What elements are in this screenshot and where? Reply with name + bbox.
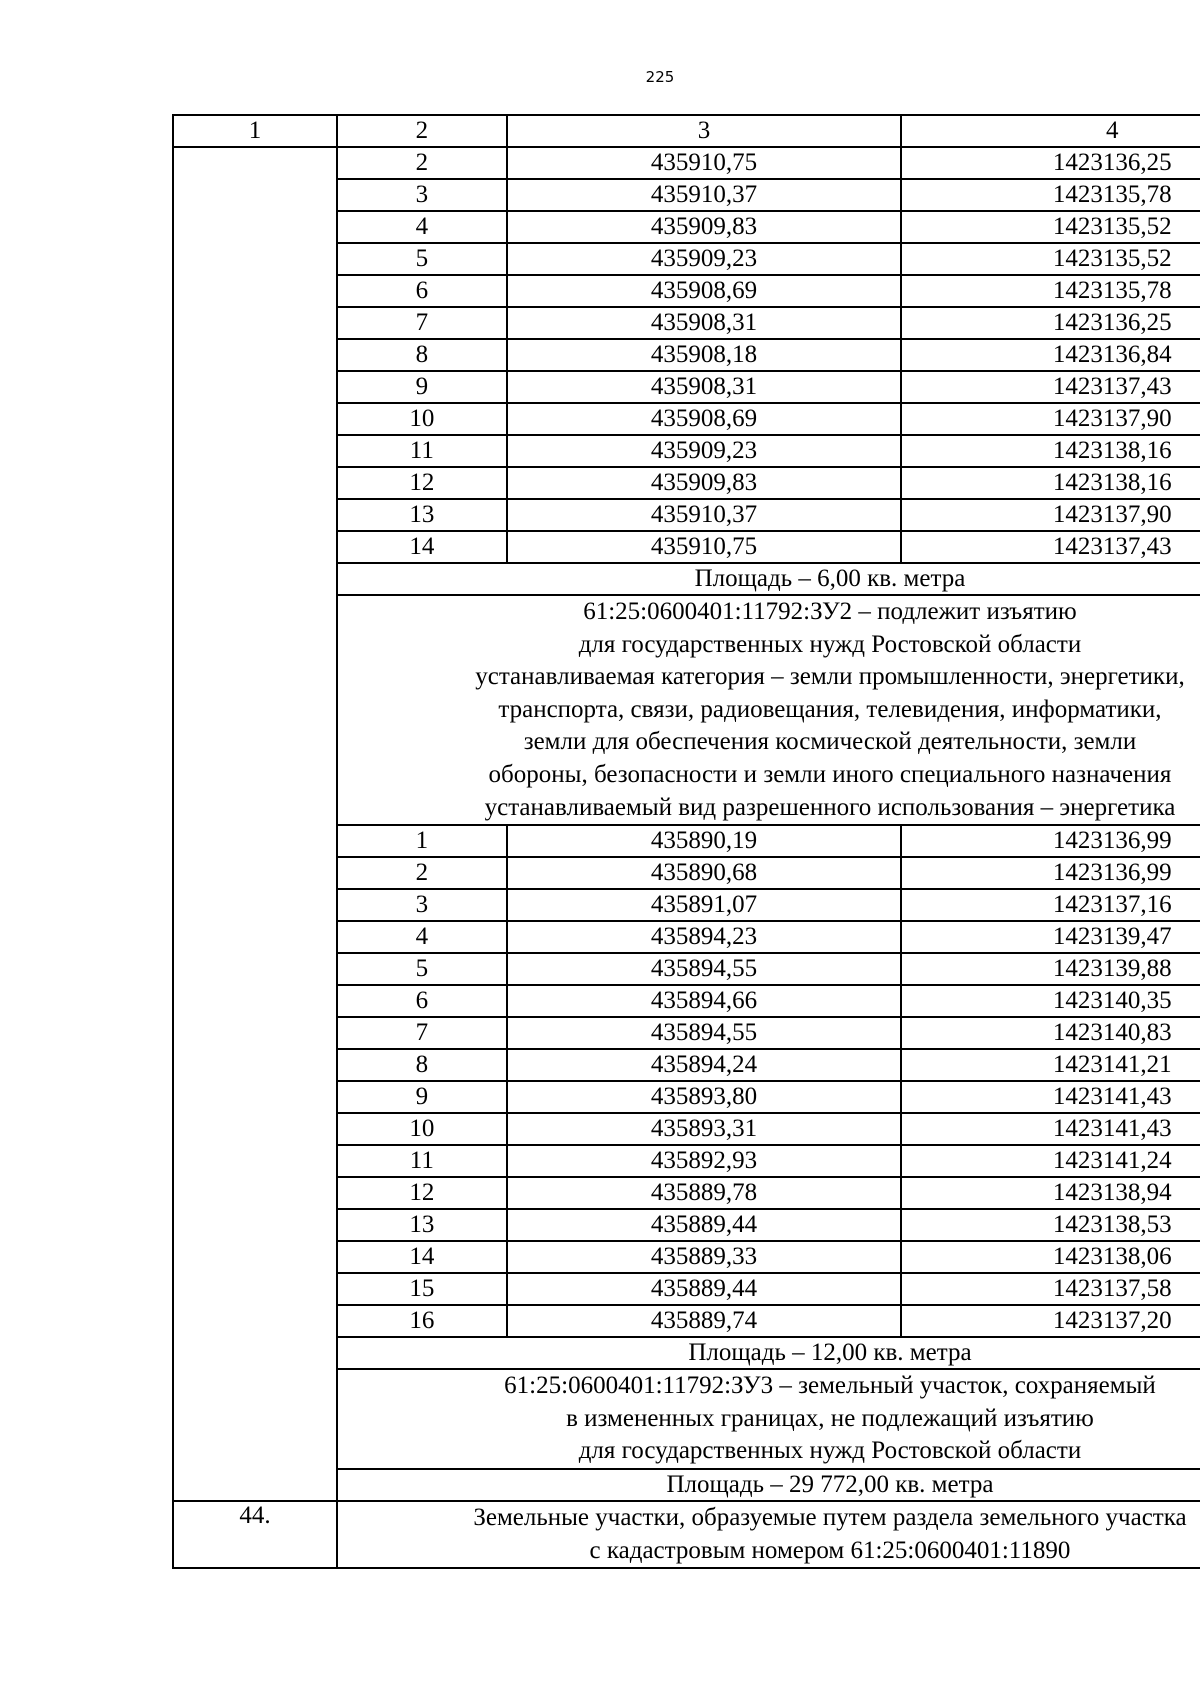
point-number: 1 bbox=[337, 825, 507, 857]
point-number: 6 bbox=[337, 985, 507, 1017]
x-coordinate: 435909,83 bbox=[507, 467, 902, 499]
y-coordinate: 1423136,25 bbox=[901, 147, 1200, 179]
point-number: 4 bbox=[337, 211, 507, 243]
y-coordinate: 1423136,84 bbox=[901, 339, 1200, 371]
parcel-description bbox=[337, 595, 1200, 825]
header-cell: 2 bbox=[337, 115, 507, 147]
point-number: 13 bbox=[337, 1209, 507, 1241]
y-coordinate: 1423137,90 bbox=[901, 499, 1200, 531]
x-coordinate: 435894,55 bbox=[507, 953, 902, 985]
x-coordinate: 435889,78 bbox=[507, 1177, 902, 1209]
y-coordinate: 1423137,43 bbox=[901, 371, 1200, 403]
y-coordinate: 1423139,88 bbox=[901, 953, 1200, 985]
table-header-row bbox=[173, 115, 1200, 147]
text-line: с кадастровым номером 61:25:0600401:11890 bbox=[589, 1536, 1071, 1564]
y-coordinate: 1423138,94 bbox=[901, 1177, 1200, 1209]
y-coordinate: 1423141,43 bbox=[901, 1081, 1200, 1113]
y-coordinate: 1423138,16 bbox=[901, 467, 1200, 499]
text-line: 61:25:0600401:11792:ЗУ3 – земельный участок, сохраняемый bbox=[504, 1372, 1156, 1400]
point-number: 14 bbox=[337, 531, 507, 563]
point-number: 5 bbox=[337, 243, 507, 275]
item-number-cell: 44. bbox=[173, 1501, 337, 1568]
x-coordinate: 435889,44 bbox=[507, 1273, 902, 1305]
point-number: 8 bbox=[337, 1049, 507, 1081]
point-number: 11 bbox=[337, 435, 507, 467]
y-coordinate: 1423139,47 bbox=[901, 921, 1200, 953]
x-coordinate: 435889,33 bbox=[507, 1241, 902, 1273]
text-line: в измененных границах, не подлежащий изъятию bbox=[566, 1404, 1094, 1432]
item-description bbox=[337, 1501, 1200, 1568]
text-line: устанавливаемый вид разрешенного использования – энергетика bbox=[484, 793, 1176, 821]
area-label: Площадь – 29 772,00 кв. метра bbox=[337, 1469, 1200, 1501]
x-coordinate: 435889,74 bbox=[507, 1305, 902, 1337]
point-number: 11 bbox=[337, 1145, 507, 1177]
point-number: 16 bbox=[337, 1305, 507, 1337]
y-coordinate: 1423140,83 bbox=[901, 1017, 1200, 1049]
point-number: 3 bbox=[337, 889, 507, 921]
point-number: 9 bbox=[337, 371, 507, 403]
y-coordinate: 1423138,06 bbox=[901, 1241, 1200, 1273]
header-cell: 4 bbox=[901, 115, 1200, 147]
point-number: 15 bbox=[337, 1273, 507, 1305]
y-coordinate: 1423135,78 bbox=[901, 179, 1200, 211]
x-coordinate: 435908,69 bbox=[507, 403, 902, 435]
table-row bbox=[173, 1501, 1200, 1568]
item-number-cell bbox=[173, 147, 337, 1501]
text-line: обороны, безопасности и земли иного специального назначения bbox=[488, 760, 1172, 788]
x-coordinate: 435891,07 bbox=[507, 889, 902, 921]
text-line: Земельные участки, образуемые путем раздела земельного участка bbox=[473, 1503, 1187, 1531]
point-number: 2 bbox=[337, 857, 507, 889]
x-coordinate: 435908,69 bbox=[507, 275, 902, 307]
point-number: 5 bbox=[337, 953, 507, 985]
y-coordinate: 1423141,43 bbox=[901, 1113, 1200, 1145]
x-coordinate: 435908,31 bbox=[507, 371, 902, 403]
x-coordinate: 435909,83 bbox=[507, 211, 902, 243]
point-number: 8 bbox=[337, 339, 507, 371]
text-line: для государственных нужд Ростовской области bbox=[578, 1437, 1082, 1465]
text-line: транспорта, связи, радиовещания, телевидения, информатики, bbox=[498, 695, 1162, 723]
x-coordinate: 435908,18 bbox=[507, 339, 902, 371]
x-coordinate: 435894,66 bbox=[507, 985, 902, 1017]
y-coordinate: 1423136,25 bbox=[901, 307, 1200, 339]
y-coordinate: 1423135,52 bbox=[901, 211, 1200, 243]
point-number: 7 bbox=[337, 307, 507, 339]
point-number: 12 bbox=[337, 467, 507, 499]
y-coordinate: 1423137,43 bbox=[901, 531, 1200, 563]
area-label: Площадь – 12,00 кв. метра bbox=[337, 1337, 1200, 1369]
x-coordinate: 435890,68 bbox=[507, 857, 902, 889]
x-coordinate: 435909,23 bbox=[507, 243, 902, 275]
y-coordinate: 1423137,90 bbox=[901, 403, 1200, 435]
x-coordinate: 435908,31 bbox=[507, 307, 902, 339]
y-coordinate: 1423135,78 bbox=[901, 275, 1200, 307]
x-coordinate: 435894,55 bbox=[507, 1017, 902, 1049]
x-coordinate: 435910,37 bbox=[507, 499, 902, 531]
parcel-description bbox=[337, 1369, 1200, 1469]
y-coordinate: 1423140,35 bbox=[901, 985, 1200, 1017]
x-coordinate: 435910,75 bbox=[507, 531, 902, 563]
text-line: земли для обеспечения космической деятельности, земли bbox=[523, 728, 1137, 756]
header-cell: 1 bbox=[173, 115, 337, 147]
point-number: 6 bbox=[337, 275, 507, 307]
y-coordinate: 1423137,58 bbox=[901, 1273, 1200, 1305]
x-coordinate: 435909,23 bbox=[507, 435, 902, 467]
point-number: 9 bbox=[337, 1081, 507, 1113]
x-coordinate: 435893,31 bbox=[507, 1113, 902, 1145]
y-coordinate: 1423138,16 bbox=[901, 435, 1200, 467]
y-coordinate: 1423136,99 bbox=[901, 825, 1200, 857]
point-number: 3 bbox=[337, 179, 507, 211]
point-number: 2 bbox=[337, 147, 507, 179]
x-coordinate: 435910,75 bbox=[507, 147, 902, 179]
x-coordinate: 435893,80 bbox=[507, 1081, 902, 1113]
y-coordinate: 1423137,16 bbox=[901, 889, 1200, 921]
coordinates-table bbox=[172, 114, 1200, 1569]
area-label: Площадь – 6,00 кв. метра bbox=[337, 563, 1200, 595]
point-number: 4 bbox=[337, 921, 507, 953]
text-line: устанавливаемая категория – земли промышленности, энергетики, bbox=[475, 663, 1185, 691]
y-coordinate: 1423137,20 bbox=[901, 1305, 1200, 1337]
y-coordinate: 1423136,99 bbox=[901, 857, 1200, 889]
page-number: 225 bbox=[645, 68, 675, 86]
x-coordinate: 435910,37 bbox=[507, 179, 902, 211]
table-row bbox=[173, 147, 1200, 179]
x-coordinate: 435892,93 bbox=[507, 1145, 902, 1177]
text-line: 61:25:0600401:11792:ЗУ2 – подлежит изъятию bbox=[583, 598, 1077, 625]
y-coordinate: 1423141,24 bbox=[901, 1145, 1200, 1177]
y-coordinate: 1423138,53 bbox=[901, 1209, 1200, 1241]
x-coordinate: 435889,44 bbox=[507, 1209, 902, 1241]
point-number: 10 bbox=[337, 403, 507, 435]
point-number: 10 bbox=[337, 1113, 507, 1145]
y-coordinate: 1423141,21 bbox=[901, 1049, 1200, 1081]
point-number: 14 bbox=[337, 1241, 507, 1273]
point-number: 7 bbox=[337, 1017, 507, 1049]
text-line: для государственных нужд Ростовской области bbox=[578, 630, 1082, 658]
x-coordinate: 435894,23 bbox=[507, 921, 902, 953]
y-coordinate: 1423135,52 bbox=[901, 243, 1200, 275]
x-coordinate: 435890,19 bbox=[507, 825, 902, 857]
x-coordinate: 435894,24 bbox=[507, 1049, 902, 1081]
point-number: 12 bbox=[337, 1177, 507, 1209]
header-cell: 3 bbox=[507, 115, 902, 147]
point-number: 13 bbox=[337, 499, 507, 531]
